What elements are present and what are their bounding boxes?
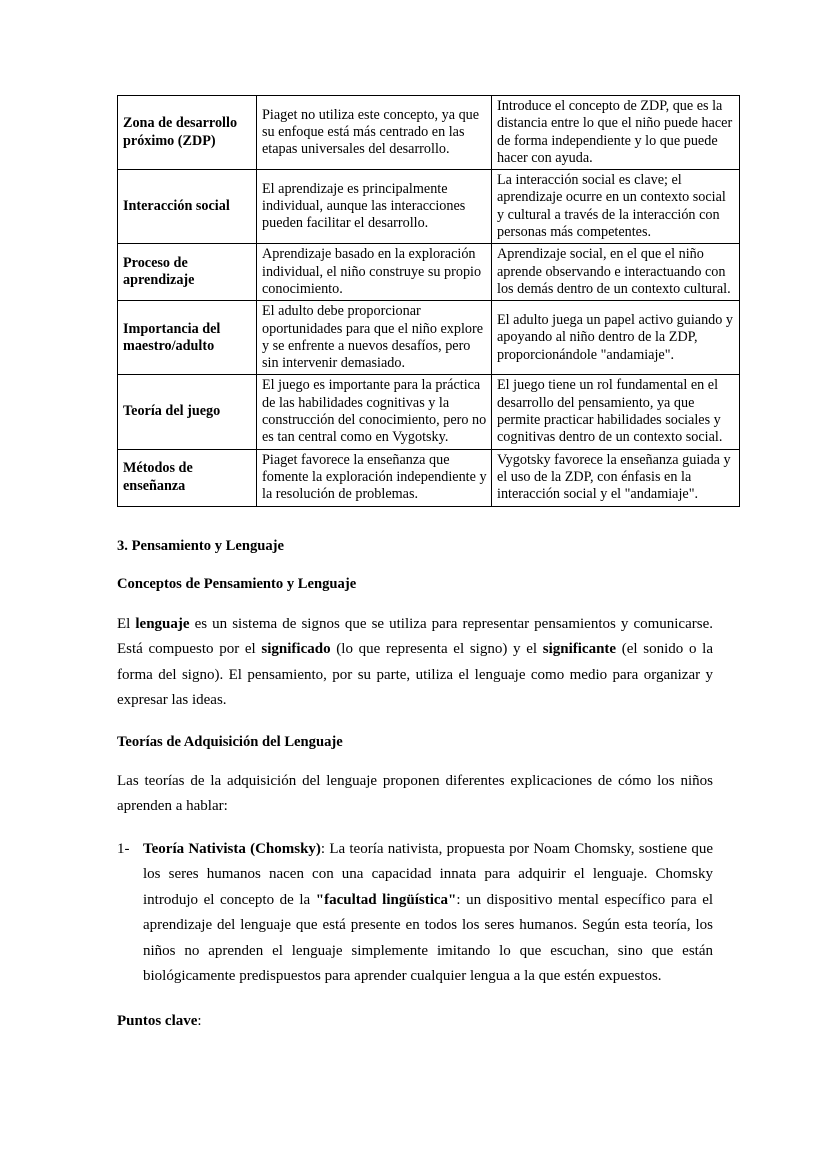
table-row: [118, 244, 740, 301]
text-part: El: [117, 615, 136, 632]
row-label-proceso-aprendizaje: Proceso de aprendizaje: [118, 244, 257, 301]
piaget-vygotsky-comparison-table: [117, 95, 740, 507]
text-part: es un sistema de signos que se utiliza para representar pensamientos y comunicarse. Está compuesto por el: [117, 615, 713, 658]
page-content: [117, 95, 733, 1032]
cell-piaget-metodos-ensenanza: Piaget favorece la enseñanza que fomente la exploración independiente y la resolución de problemas.: [257, 449, 492, 506]
table-row: [118, 301, 740, 375]
bold-significante: significante: [542, 641, 617, 658]
subheading-teorias-adquisicion: Teorías de Adquisición del Lenguaje: [117, 733, 343, 750]
bold-significado: significado: [261, 641, 331, 658]
heading-puntos-clave: [117, 1010, 713, 1032]
text-part: (el sonido o la forma del signo). El pensamiento, por su parte, utiliza el lenguaje como medio para organizar y expresar las ideas.: [117, 641, 713, 709]
cell-piaget-importancia-maestro: El adulto debe proporcionar oportunidades para que el niño explore y se enfrente a nuevos desafíos, pero sin intervenir demasiado.: [257, 301, 492, 375]
row-label-importancia-maestro: Importancia del maestro/adulto: [118, 301, 257, 375]
section-heading-pensamiento-lenguaje: 3. Pensamiento y Lenguaje: [117, 537, 285, 554]
theories-list: [117, 837, 713, 990]
text-part: : un dispositivo mental específico para el aprendizaje del lenguaje que está presente en todos los seres humanos. Según esta teoría, los niños no aprenden el lenguaje simplemente imitando lo que escuchan, sino que están biológicamente predispuestos para aprender cualquier lengua a la que estén expuestos.: [143, 891, 714, 985]
bold-teoria-nativista: Teoría Nativista (Chomsky): [143, 840, 321, 857]
table-row: [118, 96, 740, 170]
table-row: [118, 449, 740, 506]
cell-vygotsky-teoria-juego: El juego tiene un rol fundamental en el desarrollo del pensamiento, ya que permite practicar habilidades sociales y cognitivas dentro de un contexto social.: [492, 375, 740, 449]
cell-piaget-zdp: Piaget no utiliza este concepto, ya que su enfoque está más centrado en las etapas universales del desarrollo.: [257, 96, 492, 170]
row-label-interaccion-social: Interacción social: [118, 170, 257, 244]
bold-facultad-linguistica: "facultad lingüística": [315, 891, 457, 908]
list-item: [117, 837, 713, 990]
cell-vygotsky-proceso-aprendizaje: Aprendizaje social, en el que el niño aprende observando e interactuando con los demás dentro de un contexto cultural.: [492, 244, 740, 301]
row-label-teoria-juego: Teoría del juego: [118, 375, 257, 449]
cell-vygotsky-zdp: Introduce el concepto de ZDP, que es la distancia entre lo que el niño puede hacer de forma independiente y lo que puede hacer con ayuda.: [492, 96, 740, 170]
bold-lenguaje: lenguaje: [135, 615, 190, 632]
bold-puntos-clave: Puntos clave: [117, 1012, 198, 1029]
table-row: [118, 170, 740, 244]
cell-piaget-interaccion-social: El aprendizaje es principalmente individual, aunque las interacciones pueden facilitar el desarrollo.: [257, 170, 492, 244]
row-label-metodos-ensenanza: Métodos de enseñanza: [118, 449, 257, 506]
text-part: :: [197, 1012, 202, 1029]
subheading-conceptos: Conceptos de Pensamiento y Lenguaje: [117, 575, 357, 592]
text-part: (lo que representa el signo) y el: [330, 641, 543, 658]
paragraph-lenguaje: [117, 612, 713, 714]
cell-vygotsky-metodos-ensenanza: Vygotsky favorece la enseñanza guiada y el uso de la ZDP, con énfasis en la interacción social y el "andamiaje".: [492, 449, 740, 506]
cell-piaget-teoria-juego: El juego es importante para la práctica de las habilidades cognitivas y la construcción del conocimiento, pero no es tan central como en Vygotsky.: [257, 375, 492, 449]
table-row: [118, 375, 740, 449]
text-part: : La teoría nativista, propuesta por Noam Chomsky, sostiene que los seres humanos nacen con una capacidad innata para adquirir el lenguaje. Chomsky introdujo el concepto de la: [143, 840, 713, 908]
cell-vygotsky-interaccion-social: La interacción social es clave; el aprendizaje ocurre en un contexto social y cultural a través de la interacción con personas más competentes.: [492, 170, 740, 244]
list-marker: 1-: [117, 840, 130, 857]
cell-piaget-proceso-aprendizaje: Aprendizaje basado en la exploración individual, el niño construye su propio conocimiento.: [257, 244, 492, 301]
row-label-zdp: Zona de desarrollo próximo (ZDP): [118, 96, 257, 170]
paragraph-teorias: Las teorías de la adquisición del lenguaje proponen diferentes explicaciones de cómo los niños aprenden a hablar:: [117, 772, 713, 815]
cell-vygotsky-importancia-maestro: El adulto juega un papel activo guiando y apoyando al niño dentro de la ZDP, proporcionándole "andamiaje".: [492, 301, 740, 375]
